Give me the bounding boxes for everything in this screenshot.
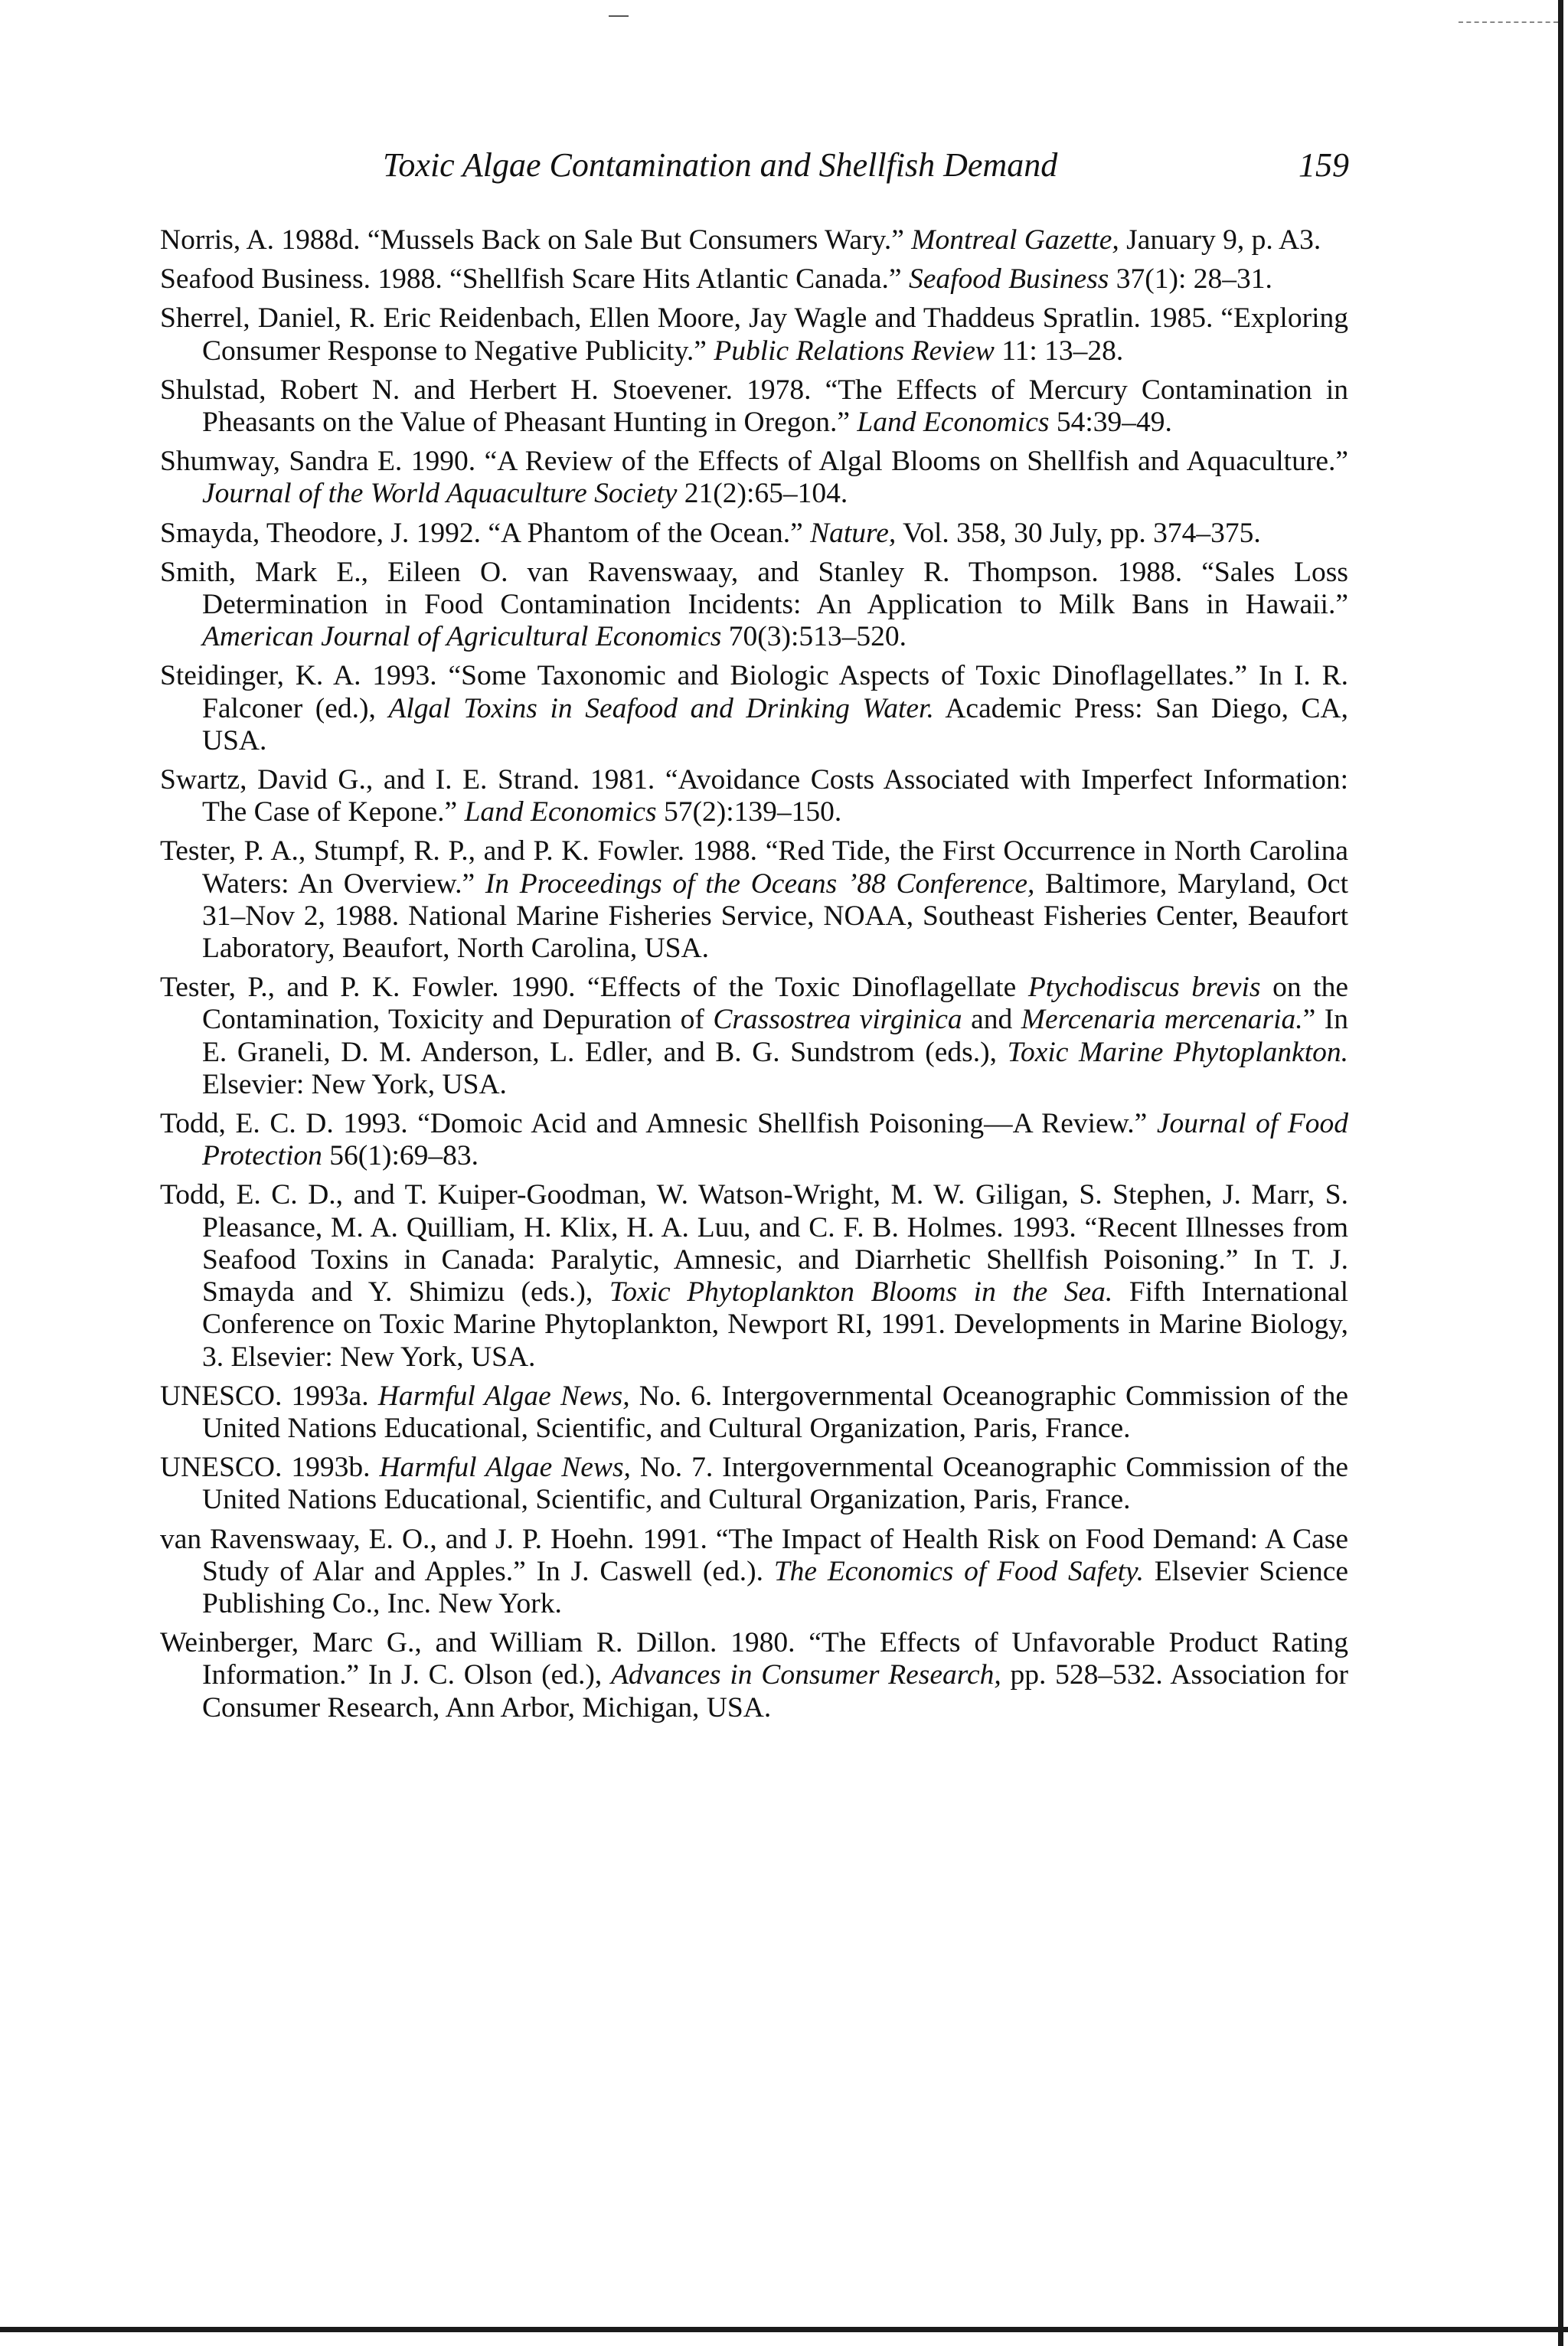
reference-entry bbox=[160, 835, 1348, 965]
reference-text: Smayda, Theodore, J. 1992. “A Phantom of the Ocean.” bbox=[160, 517, 811, 549]
reference-italic-text: Land Economics bbox=[464, 796, 657, 828]
reference-text: Todd, E. C. D. 1993. “Domoic Acid and Amnesic Shellfish Poisoning—A Review.” bbox=[160, 1108, 1157, 1140]
reference-text: Shulstad, Robert N. and Herbert H. Stoevener. 1978. “The Effects of Mercury Contamination in Pheasants on the Value of Pheasant Hunting in Oregon.” bbox=[160, 374, 1348, 439]
reference-text: Norris, A. 1988d. “Mussels Back on Sale But Consumers Wary.” bbox=[160, 224, 912, 256]
reference-italic-text: Toxic Phytoplankton Blooms in the Sea. bbox=[609, 1276, 1113, 1309]
reference-text: No. 7. Intergovernmental Oceanographic Commission of the United Nations Educational, Scientific, and Cultural Organization, Paris, France. bbox=[202, 1452, 1348, 1516]
reference-text: January 9, p. A3. bbox=[1119, 224, 1321, 256]
reference-text: 21(2):65–104. bbox=[677, 478, 848, 510]
reference-entry bbox=[160, 518, 1348, 550]
scan-dash bbox=[1459, 21, 1558, 23]
reference-text: UNESCO. 1993a. bbox=[160, 1380, 378, 1412]
reference-italic-text: Journal of the World Aquaculture Society bbox=[202, 478, 678, 510]
reference-text: Elsevier Science Publishing Co., Inc. New York. bbox=[202, 1555, 1349, 1619]
reference-text: Shumway, Sandra E. 1990. “A Review of the Effects of Algal Blooms on Shellfish and Aquaculture.” bbox=[160, 446, 1348, 478]
reference-text: Vol. 358, 30 July, pp. 374–375. bbox=[896, 517, 1261, 549]
reference-text: and bbox=[962, 1004, 1021, 1036]
reference-italic-text: Land Economics bbox=[857, 407, 1050, 439]
reference-text: No. 6. Intergovernmental Oceanographic Commission of the United Nations Educational, Scientific, and Cultural Organization, Paris, France. bbox=[202, 1380, 1348, 1444]
reference-text: Weinberger, Marc G., and William R. Dillon. 1980. “The Effects of Unfavorable Product Rating Information.” In J. C. Olson (ed.), bbox=[160, 1627, 1348, 1691]
reference-text: 37(1): 28–31. bbox=[1109, 263, 1272, 296]
reference-entry bbox=[160, 1380, 1348, 1445]
reference-entry bbox=[160, 446, 1348, 510]
reference-text: 54:39–49. bbox=[1049, 407, 1172, 439]
reference-entry bbox=[160, 374, 1348, 439]
reference-italic-text: Montreal Gazette, bbox=[911, 224, 1119, 256]
reference-entry bbox=[160, 557, 1348, 654]
reference-italic-text: Algal Toxins in Seafood and Drinking Water. bbox=[388, 692, 934, 724]
reference-text: pp. 528–532. Association for Consumer Research, Ann Arbor, Michigan, USA. bbox=[202, 1659, 1348, 1724]
reference-text: Seafood Business. 1988. “Shellfish Scare Hits Atlantic Canada.” bbox=[160, 263, 909, 296]
reference-italic-text: Journal of Food Protection bbox=[202, 1108, 1349, 1172]
reference-entry bbox=[160, 224, 1348, 256]
reference-entry bbox=[160, 1179, 1348, 1373]
reference-entry bbox=[160, 1627, 1348, 1724]
reference-text: ” In E. Graneli, D. M. Anderson, L. Edler, and B. G. Sundstrom (eds.), bbox=[202, 1004, 1348, 1068]
reference-italic-text: Public Relations Review bbox=[714, 335, 995, 367]
reference-italic-text: In Proceedings of the Oceans ’88 Conference, bbox=[485, 867, 1035, 900]
reference-entry bbox=[160, 764, 1348, 828]
reference-entry bbox=[160, 263, 1348, 296]
reference-italic-text: The Economics of Food Safety. bbox=[773, 1555, 1144, 1587]
reference-text: Baltimore, Maryland, Oct 31–Nov 2, 1988. National Marine Fisheries Service, NOAA, Southeast Fisheries Center, Beaufort Laboratory, Beaufort, North Carolina, USA. bbox=[202, 867, 1348, 965]
running-title: Toxic Algae Contamination and Shellfish Demand bbox=[383, 146, 1058, 184]
reference-text: 70(3):513–520. bbox=[721, 621, 907, 653]
reference-italic-text: American Journal of Agricultural Economics bbox=[202, 621, 722, 653]
reference-italic-text: Crassostrea virginica bbox=[713, 1004, 962, 1036]
reference-text: UNESCO. 1993b. bbox=[160, 1452, 380, 1484]
reference-text: van Ravenswaay, E. O., and J. P. Hoehn. 1991. “The Impact of Health Risk on Food Demand: A Case Study of Alar and Apples.” In J. Caswell (ed.). bbox=[160, 1523, 1348, 1587]
reference-italic-text: Advances in Consumer Research, bbox=[610, 1659, 1001, 1691]
reference-text: Tester, P., and P. K. Fowler. 1990. “Effects of the Toxic Dinoflagellate bbox=[160, 972, 1028, 1004]
scan-mark bbox=[609, 15, 629, 17]
reference-list bbox=[160, 224, 1348, 1731]
reference-italic-text: Mercenaria mercenaria. bbox=[1021, 1004, 1303, 1036]
reference-text: Elsevier: New York, USA. bbox=[202, 1068, 507, 1100]
page-edge-right bbox=[1558, 0, 1563, 2346]
reference-text: Sherrel, Daniel, R. Eric Reidenbach, Ellen Moore, Jay Wagle and Thaddeus Spratlin. 1985. “Exploring Consumer Response to Negative Publicity.” bbox=[160, 302, 1348, 367]
reference-text: 56(1):69–83. bbox=[322, 1140, 479, 1172]
reference-text: Steidinger, K. A. 1993. “Some Taxonomic and Biologic Aspects of Toxic Dinoflagellates.” In I. R. Falconer (ed.), bbox=[160, 660, 1348, 724]
page-number: 159 bbox=[1298, 146, 1349, 184]
running-head bbox=[383, 142, 1349, 188]
reference-entry bbox=[160, 1108, 1348, 1172]
reference-text: Smith, Mark E., Eileen O. van Ravenswaay, and Stanley R. Thompson. 1988. “Sales Loss Determination in Food Contamination Incidents: An Application to Milk Bans in Hawaii.” bbox=[160, 556, 1348, 621]
reference-text: Fifth International Conference on Toxic Marine Phytoplankton, Newport RI, 1991. Developments in Marine Biology, 3. Elsevier: New York, USA. bbox=[202, 1276, 1348, 1373]
reference-italic-text: Toxic Marine Phytoplankton. bbox=[1007, 1036, 1348, 1068]
reference-entry bbox=[160, 1452, 1348, 1516]
reference-italic-text: Nature, bbox=[810, 517, 897, 549]
reference-italic-text: Seafood Business bbox=[908, 263, 1109, 296]
reference-text: 57(2):139–150. bbox=[656, 796, 842, 828]
reference-italic-text: Ptychodiscus brevis bbox=[1027, 972, 1261, 1004]
reference-text: Todd, E. C. D., and T. Kuiper-Goodman, W. Watson-Wright, M. W. Giligan, S. Stephen, J. Marr, S. Pleasance, M. A. Quilliam, H. Klix, H. A. Luu, and C. F. B. Holmes. 1993. “Recent Illnesses from Seafood Toxins in Canada: Paralytic, Amnesic, and Diarrhetic Shellfish Poisoning.” In T. J. Smayda and Y. Shimizu (eds.), bbox=[160, 1179, 1348, 1309]
reference-italic-text: Harmful Algae News, bbox=[377, 1380, 630, 1412]
page-edge-bottom bbox=[0, 2327, 1568, 2332]
reference-entry bbox=[160, 660, 1348, 757]
reference-text: 11: 13–28. bbox=[994, 335, 1124, 367]
reference-italic-text: Harmful Algae News, bbox=[379, 1452, 631, 1484]
reference-text: Tester, P. A., Stumpf, R. P., and P. K. Fowler. 1988. “Red Tide, the First Occurrence in North Carolina Waters: An Overview.” bbox=[160, 835, 1348, 900]
reference-entry bbox=[160, 972, 1348, 1101]
reference-text: Swartz, David G., and I. E. Strand. 1981. “Avoidance Costs Associated with Imperfect Information: The Case of Kepone.” bbox=[160, 764, 1348, 828]
reference-entry bbox=[160, 302, 1348, 367]
reference-text: Academic Press: San Diego, CA, USA. bbox=[202, 692, 1348, 756]
reference-text: on the Contamination, Toxicity and Depuration of bbox=[202, 972, 1348, 1036]
reference-entry bbox=[160, 1524, 1348, 1621]
